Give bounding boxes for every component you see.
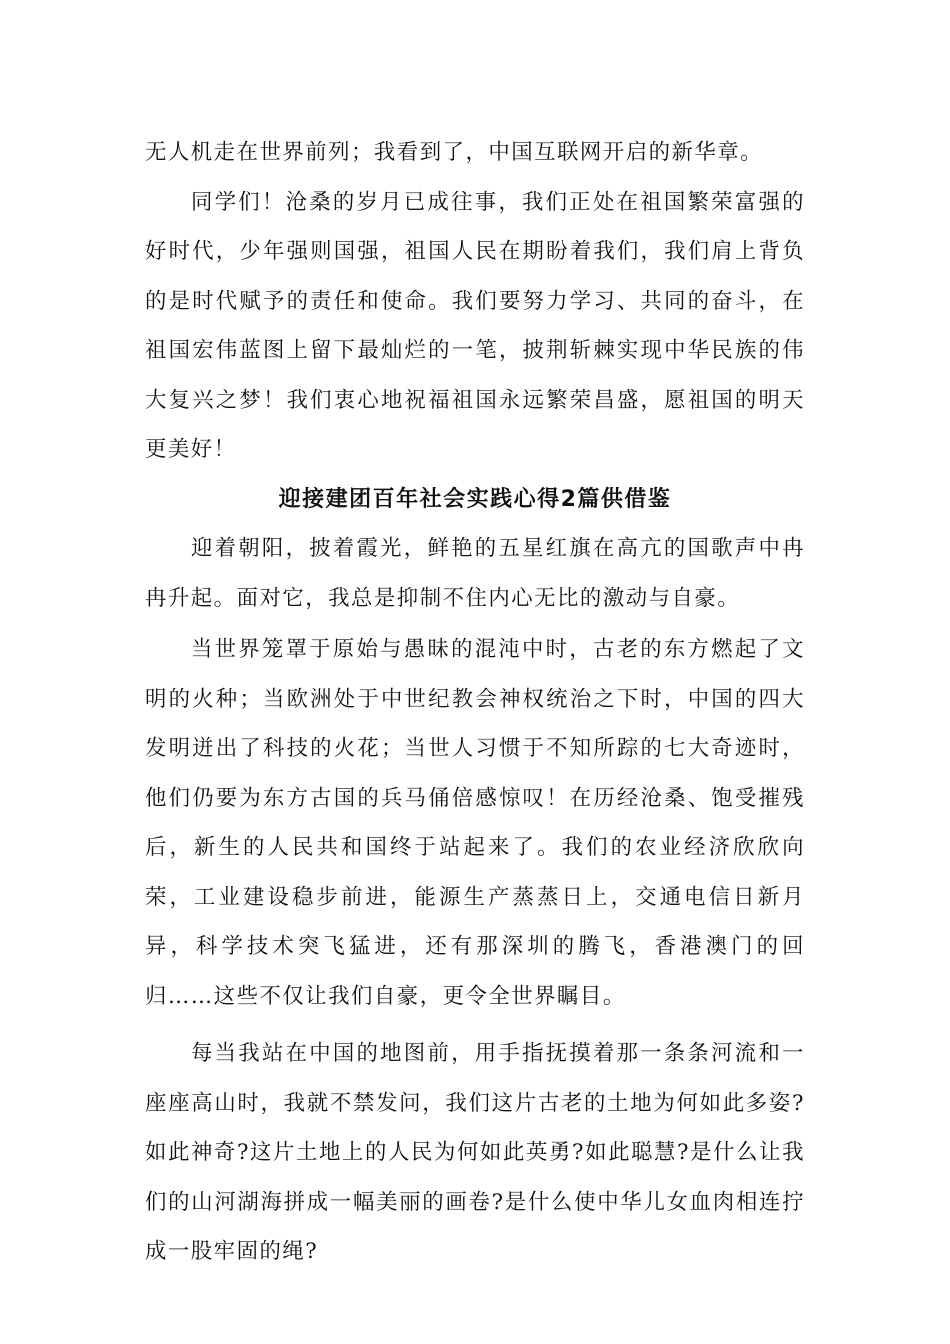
paragraph-intro: 迎着朝阳，披着霞光，鲜艳的五星红旗在高亢的国歌声中冉冉升起。面对它，我总是抑制不住内心无比的激动与自豪。 — [145, 536, 805, 611]
section-title: 迎接建团百年社会实践心得2篇供借鉴 — [278, 486, 672, 512]
paragraph-closing: 同学们！沧桑的岁月已成往事，我们正处在祖国繁荣富强的好时代，少年强则国强，祖国人民在期盼着我们，我们肩上背负的是时代赋予的责任和使命。我们要努力学习、共同的奋斗，在祖国宏伟蓝图上留下最灿烂的一笔，披荆斩棘实现中华民族的伟大复兴之梦！我们衷心地祝福祖国永远繁荣昌盛，愿祖国的明天更美好！ — [145, 189, 805, 462]
document-page — [145, 128, 805, 1277]
paragraph-map: 每当我站在中国的地图前，用手指抚摸着那一条条河流和一座座高山时，我就不禁发问，我们这片古老的土地为何如此多姿?如此神奇?这片土地上的人民为何如此英勇?如此聪慧?是什么让我们的山河湖海拼成一幅美丽的画卷?是什么使中华儿女血肉相连拧成一股牢固的绳? — [145, 1041, 805, 1264]
paragraph-continuation: 无人机走在世界前列；我看到了，中国互联网开启的新华章。 — [145, 140, 764, 165]
paragraph-history: 当世界笼罩于原始与愚昧的混沌中时，古老的东方燃起了文明的火种；当欧洲处于中世纪教会神权统治之下时，中国的四大发明迸出了科技的火花；当世人习惯于不知所踪的七大奇迹时，他们仍要为东方古国的兵马俑倍感惊叹！在历经沧桑、饱受摧残后，新生的人民共和国终于站起来了。我们的农业经济欣欣向荣，工业建设稳步前进，能源生产蒸蒸日上，交通电信日新月异，科学技术突飞猛进，还有那深圳的腾飞，香港澳门的回归……这些不仅让我们自豪，更令全世界瞩目。 — [145, 637, 805, 1009]
